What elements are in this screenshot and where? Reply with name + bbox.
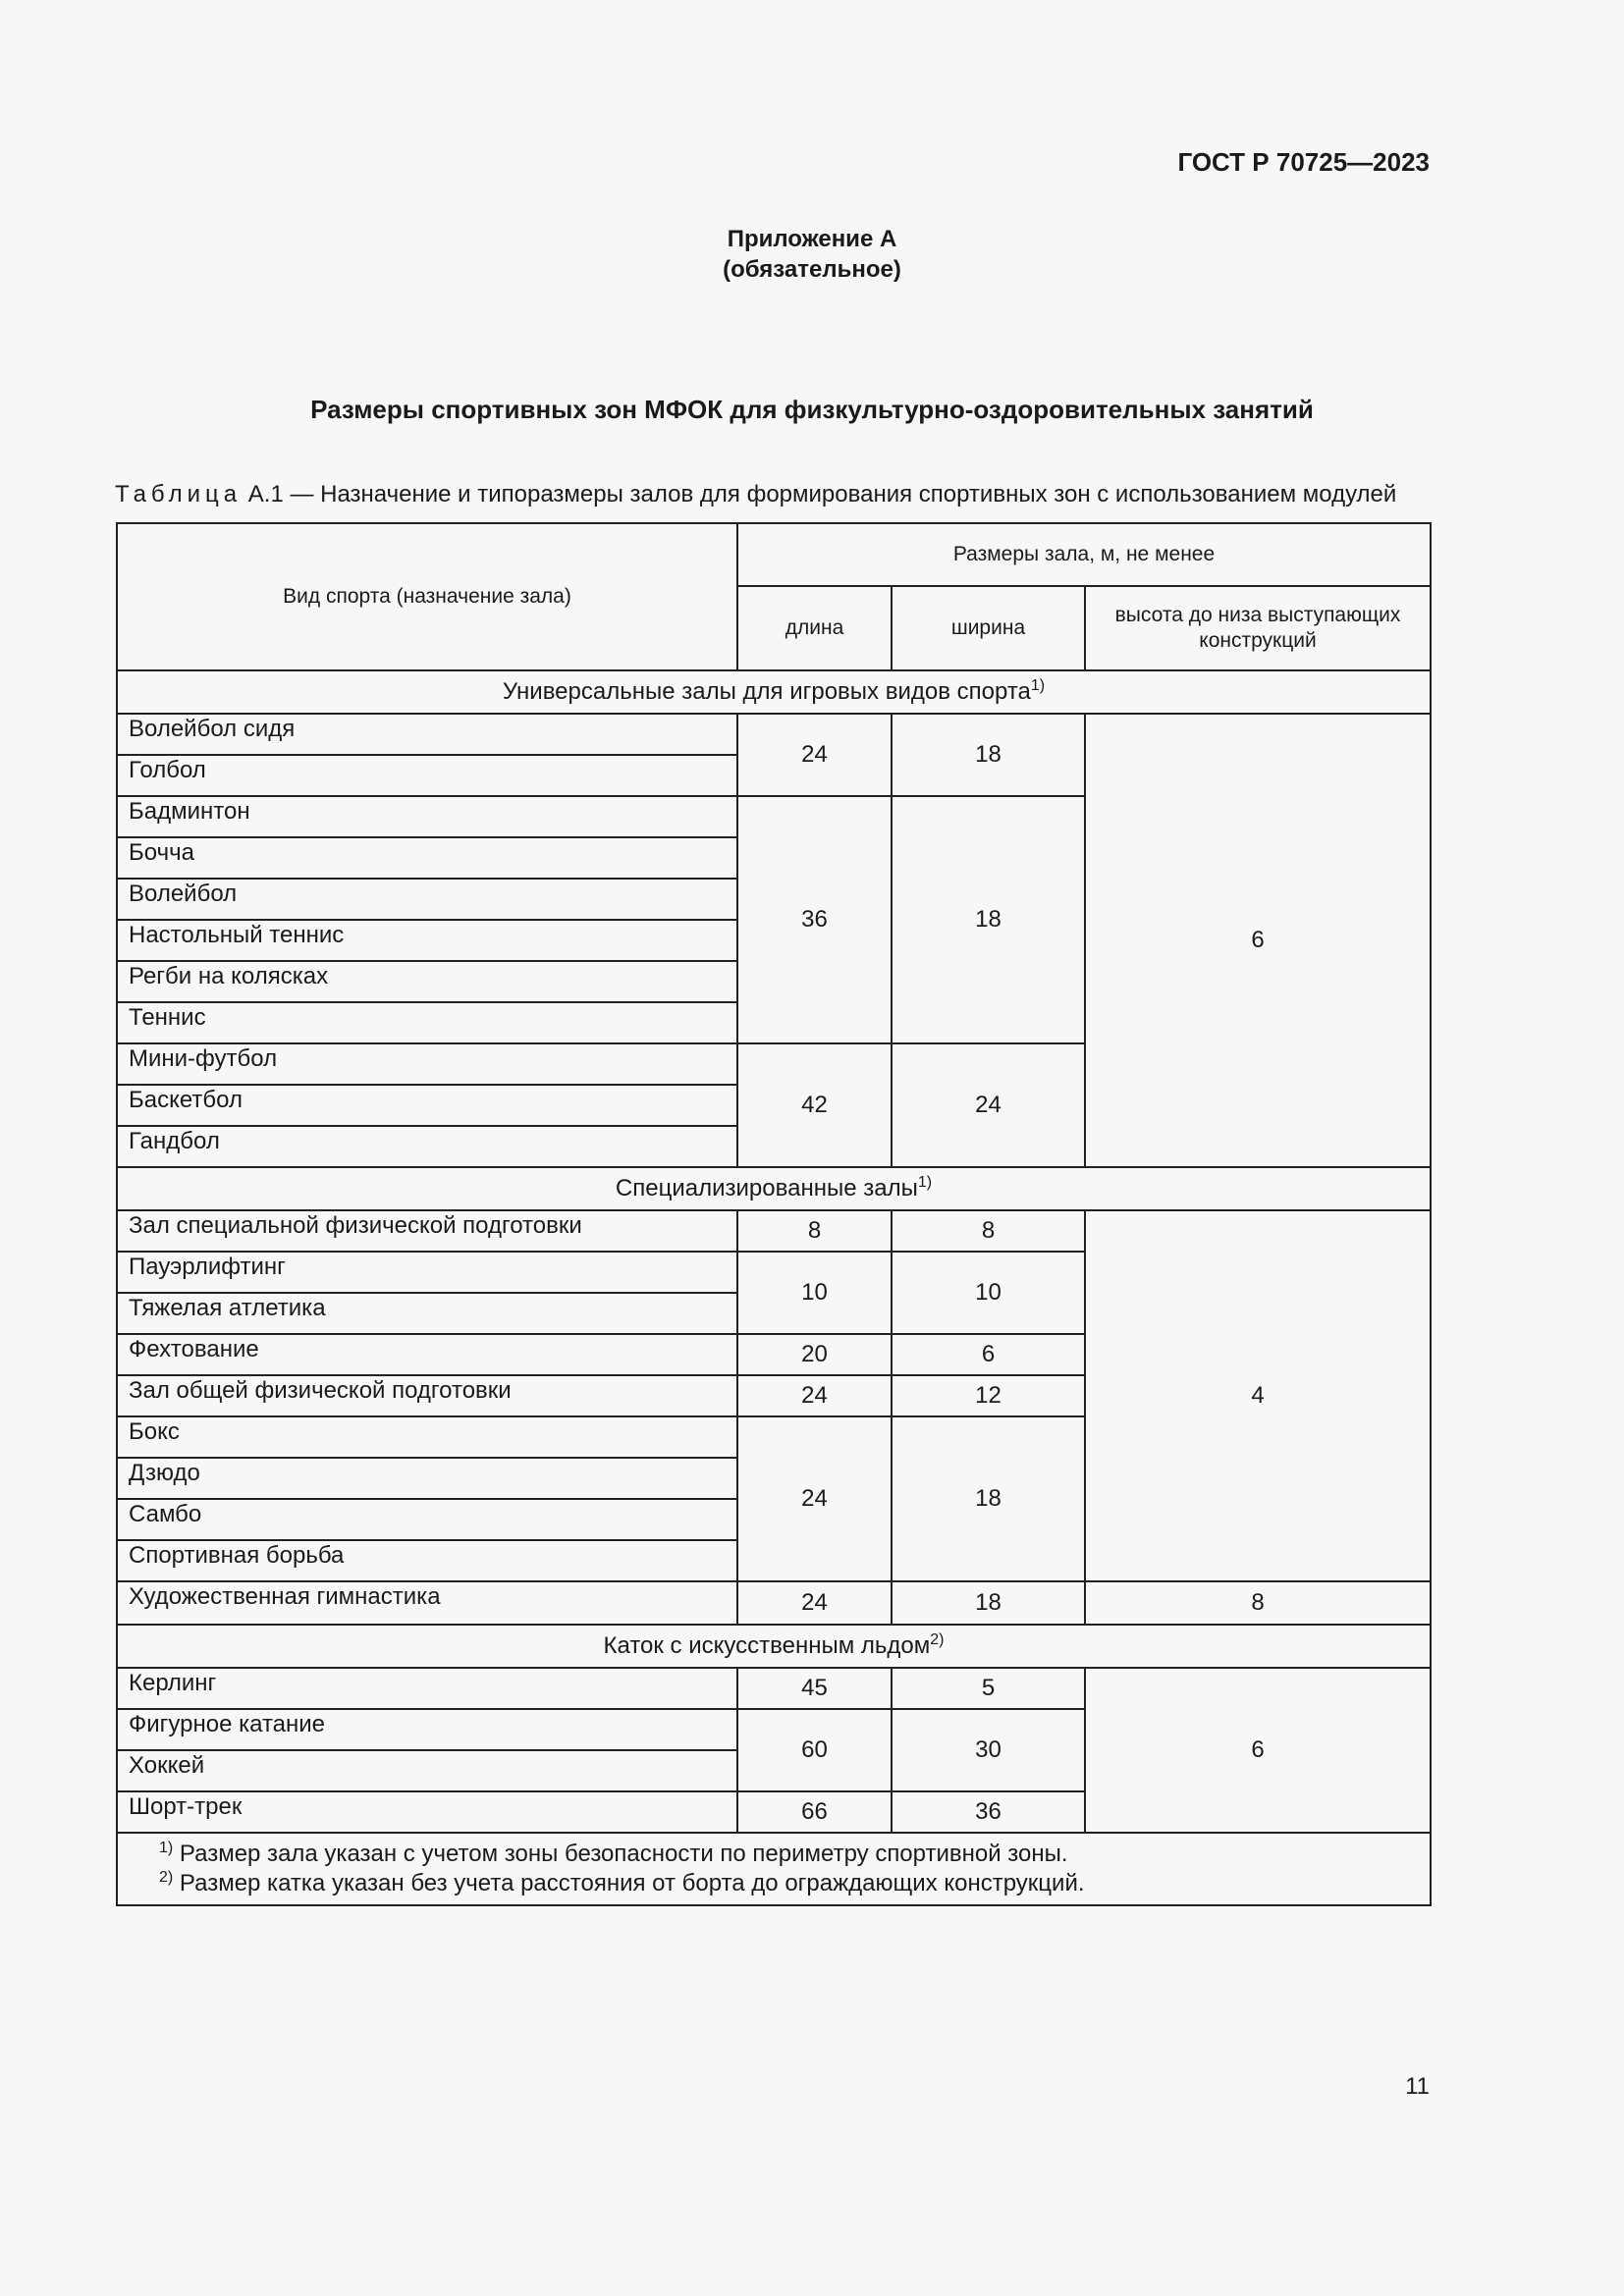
height-cell: 6 (1085, 714, 1431, 1167)
page-number: 11 (1405, 2073, 1430, 2100)
table-header-row (117, 523, 1431, 586)
sport-name-cell: Зал общей физической подготовки (117, 1375, 737, 1416)
table-body (117, 523, 1431, 1905)
group-note-ref: 1) (1030, 677, 1046, 694)
sport-name-cell: Волейбол (117, 879, 737, 920)
table-row (117, 1210, 1431, 1252)
sport-name-cell: Теннис (117, 1002, 737, 1043)
length-cell: 24 (737, 1581, 892, 1625)
width-cell: 12 (892, 1375, 1085, 1416)
table-row (117, 714, 1431, 755)
sport-name-cell: Бокс (117, 1416, 737, 1458)
sport-name-cell: Керлинг (117, 1668, 737, 1709)
table-row (117, 1581, 1431, 1625)
sport-name-cell: Волейбол сидя (117, 714, 737, 755)
height-cell: 8 (1085, 1581, 1431, 1625)
group-title: Универсальные залы для игровых видов спорта (502, 678, 1031, 705)
header-sport: Вид спорта (назначение зала) (117, 523, 737, 670)
group-title-cell (117, 670, 1431, 714)
sport-name-cell: Фигурное катание (117, 1709, 737, 1750)
length-cell: 45 (737, 1668, 892, 1709)
sport-name-cell: Регби на колясках (117, 961, 737, 1002)
sport-name-cell: Фехтование (117, 1334, 737, 1375)
footnote-ref: 1) (159, 1840, 174, 1856)
header-width: ширина (892, 586, 1085, 670)
height-cell: 4 (1085, 1210, 1431, 1581)
sport-name-cell: Голбол (117, 755, 737, 796)
sport-name-cell: Баскетбол (117, 1085, 737, 1126)
header-height: высота до низа выступающих конструкций (1085, 586, 1431, 670)
annex-heading (0, 224, 1624, 285)
length-cell: 42 (737, 1043, 892, 1167)
table-caption-prefix: Таблица (115, 481, 243, 507)
sport-name-cell: Настольный теннис (117, 920, 737, 961)
width-cell: 6 (892, 1334, 1085, 1375)
width-cell: 24 (892, 1043, 1085, 1167)
width-cell: 30 (892, 1709, 1085, 1791)
sport-name-cell: Бадминтон (117, 796, 737, 837)
footnote-text: Размер катка указан без учета расстояния от борта до ограждающих конструкций. (173, 1870, 1085, 1896)
group-note-ref: 2) (930, 1631, 945, 1648)
document-code: ГОСТ Р 70725—2023 (1177, 147, 1430, 177)
width-cell: 36 (892, 1791, 1085, 1833)
sport-name-cell: Дзюдо (117, 1458, 737, 1499)
length-cell: 60 (737, 1709, 892, 1791)
sport-name-cell: Тяжелая атлетика (117, 1293, 737, 1334)
length-cell: 36 (737, 796, 892, 1043)
footnote-ref: 2) (159, 1869, 174, 1886)
table-caption (115, 481, 1431, 508)
sport-name-cell: Мини-футбол (117, 1043, 737, 1085)
sport-name-cell: Самбо (117, 1499, 737, 1540)
sport-name-cell: Спортивная борьба (117, 1540, 737, 1581)
width-cell: 18 (892, 1416, 1085, 1581)
length-cell: 10 (737, 1252, 892, 1334)
table-row (117, 1668, 1431, 1709)
width-cell: 5 (892, 1668, 1085, 1709)
sports-halls-table (116, 522, 1432, 1906)
group-note-ref: 1) (917, 1174, 933, 1191)
sport-name-cell: Шорт-трек (117, 1791, 737, 1833)
width-cell: 18 (892, 796, 1085, 1043)
group-title: Каток с искусственным льдом (603, 1632, 931, 1659)
header-length: длина (737, 586, 892, 670)
notes-cell (117, 1833, 1431, 1905)
width-cell: 8 (892, 1210, 1085, 1252)
length-cell: 20 (737, 1334, 892, 1375)
group-title-row (117, 670, 1431, 714)
group-title: Специализированные залы (615, 1175, 918, 1201)
width-cell: 18 (892, 714, 1085, 796)
annex-status: (обязательное) (723, 256, 901, 283)
table-caption-text: А.1 — Назначение и типоразмеры залов для формирования спортивных зон с использованием модулей (242, 481, 1397, 507)
width-cell: 18 (892, 1581, 1085, 1625)
length-cell: 24 (737, 1416, 892, 1581)
footnote (159, 1869, 1430, 1898)
footnote-text: Размер зала указан с учетом зоны безопасности по периметру спортивной зоны. (173, 1841, 1068, 1867)
width-cell: 10 (892, 1252, 1085, 1334)
section-title: Размеры спортивных зон МФОК для физкультурно-оздоровительных занятий (310, 395, 1314, 424)
sport-name-cell: Пауэрлифтинг (117, 1252, 737, 1293)
group-title-row (117, 1167, 1431, 1210)
notes-row (117, 1833, 1431, 1905)
height-cell: 6 (1085, 1668, 1431, 1833)
sport-name-cell: Гандбол (117, 1126, 737, 1167)
sport-name-cell: Художественная гимнастика (117, 1581, 737, 1625)
length-cell: 24 (737, 1375, 892, 1416)
sport-name-cell: Хоккей (117, 1750, 737, 1791)
length-cell: 66 (737, 1791, 892, 1833)
group-title-row (117, 1625, 1431, 1668)
annex-title: Приложение А (727, 226, 897, 252)
group-title-cell (117, 1167, 1431, 1210)
footnote (159, 1840, 1430, 1869)
sport-name-cell: Зал специальной физической подготовки (117, 1210, 737, 1252)
sport-name-cell: Бочча (117, 837, 737, 879)
group-title-cell (117, 1625, 1431, 1668)
length-cell: 8 (737, 1210, 892, 1252)
length-cell: 24 (737, 714, 892, 796)
header-dimensions: Размеры зала, м, не менее (737, 523, 1431, 586)
